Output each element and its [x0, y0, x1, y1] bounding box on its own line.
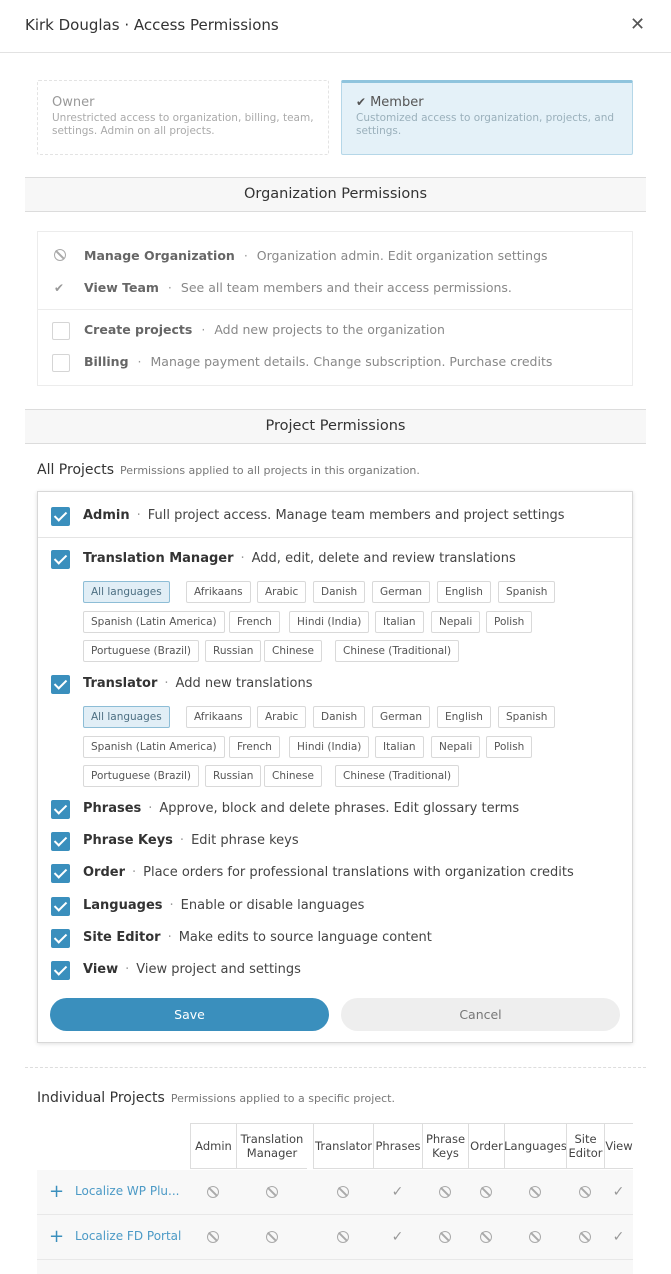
denied-icon [54, 249, 68, 263]
checkbox[interactable] [52, 322, 70, 340]
lang-tag[interactable]: Afrikaans [186, 581, 251, 603]
org-perm-billing[interactable]: Billing · Manage payment details. Change subscription. Purchase credits [38, 354, 632, 376]
checkbox-checked[interactable] [51, 929, 70, 948]
checkbox-checked[interactable] [51, 550, 70, 569]
check-icon[interactable]: ✓ [391, 1229, 404, 1245]
perm-site-editor[interactable]: Site Editor · Make edits to source language content [38, 929, 632, 951]
perm-label: Site Editor [83, 930, 161, 945]
role-member-name: Member [370, 95, 424, 110]
lang-tag[interactable]: Hindi (India) [289, 611, 369, 633]
role-owner-desc: Unrestricted access to organization, billing, team, settings. Admin on all projects. [52, 112, 314, 137]
org-perm-desc: See all team members and their access permissions. [180, 280, 512, 295]
perm-desc: Make edits to source language content [178, 930, 432, 945]
check-icon[interactable]: ✓ [612, 1229, 625, 1245]
lang-tag[interactable]: Italian [375, 736, 424, 758]
perm-phrases[interactable]: Phrases · Approve, block and delete phrases. Edit glossary terms [38, 800, 632, 822]
lang-tag-all[interactable]: All languages [83, 706, 170, 728]
role-owner-name: Owner [52, 95, 95, 110]
perm-phrase-keys[interactable]: Phrase Keys · Edit phrase keys [38, 832, 632, 854]
column-header: Languages [504, 1123, 566, 1169]
org-perm-manage-organization: Manage Organization · Organization admin. Edit organization settings [38, 248, 632, 270]
org-perm-label: Manage Organization [84, 248, 235, 263]
perm-desc: Enable or disable languages [180, 898, 365, 913]
lang-tag[interactable]: Chinese [264, 640, 322, 662]
perm-desc: Add new translations [175, 676, 313, 691]
perm-label: Phrase Keys [83, 833, 173, 848]
lang-tag[interactable]: Spanish [498, 706, 555, 728]
all-projects-sub: Permissions applied to all projects in this organization. [120, 464, 420, 477]
lang-tag[interactable]: Portuguese (Brazil) [83, 765, 199, 787]
perm-desc: Full project access. Manage team members and project settings [147, 508, 565, 523]
table-row [37, 1215, 633, 1260]
lang-tag[interactable]: Danish [313, 706, 365, 728]
lang-tag[interactable]: Chinese (Traditional) [335, 640, 459, 662]
org-permissions-box [37, 231, 633, 386]
checkbox-checked[interactable] [51, 800, 70, 819]
lang-tag[interactable]: Spanish [498, 581, 555, 603]
denied-icon[interactable] [190, 1215, 236, 1259]
save-button[interactable]: Save [50, 998, 329, 1031]
divider [38, 537, 632, 538]
divider [38, 309, 632, 310]
close-icon[interactable]: ✕ [630, 14, 646, 35]
lang-tag[interactable]: English [437, 706, 491, 728]
perm-desc: View project and settings [136, 962, 301, 977]
table-row [37, 1260, 633, 1274]
check-icon[interactable]: ✓ [391, 1184, 404, 1200]
perm-label: Admin [83, 508, 130, 523]
perm-label: Phrases [83, 801, 142, 816]
all-projects-title [37, 462, 420, 478]
org-perm-desc: Add new projects to the organization [214, 322, 445, 337]
column-header: View [604, 1123, 633, 1169]
perm-desc: Add, edit, delete and review translations [251, 551, 516, 566]
denied-icon[interactable] [504, 1170, 566, 1214]
lang-tag[interactable]: Spanish (Latin America) [83, 611, 225, 633]
checkbox[interactable] [52, 354, 70, 372]
column-header: Translator [313, 1123, 373, 1169]
lang-tag[interactable]: Russian [205, 765, 261, 787]
column-header: Site Editor [566, 1123, 604, 1169]
lang-tag[interactable]: Nepali [431, 611, 480, 633]
modal-title: Kirk Douglas · Access Permissions [25, 16, 279, 34]
lang-tag[interactable]: Italian [375, 611, 424, 633]
perm-admin[interactable]: Admin · Full project access. Manage team members and project settings [38, 507, 632, 529]
checkbox-checked[interactable] [51, 832, 70, 851]
denied-icon[interactable] [236, 1170, 307, 1214]
individual-projects-label: Individual Projects [37, 1090, 165, 1106]
lang-tag[interactable]: Hindi (India) [289, 736, 369, 758]
perm-label: Translation Manager [83, 551, 234, 566]
project-name-link[interactable]: Localize FD Portal [75, 1229, 182, 1243]
role-member-header [356, 95, 618, 110]
denied-icon[interactable] [422, 1170, 468, 1214]
org-perm-label: Billing [84, 354, 129, 369]
lang-tag[interactable]: Danish [313, 581, 365, 603]
lang-tag[interactable]: Chinese [264, 765, 322, 787]
lang-tag[interactable]: German [372, 706, 430, 728]
cancel-button[interactable]: Cancel [341, 998, 620, 1031]
denied-icon[interactable] [504, 1215, 566, 1259]
perm-label: Translator [83, 676, 158, 691]
all-projects-label: All Projects [37, 462, 114, 478]
org-perm-desc: Manage payment details. Change subscription. Purchase credits [150, 354, 553, 369]
denied-icon[interactable] [422, 1215, 468, 1259]
denied-icon[interactable] [236, 1215, 307, 1259]
role-owner-card[interactable] [37, 80, 329, 155]
column-header: Phrases [373, 1123, 422, 1169]
perm-languages[interactable]: Languages · Enable or disable languages [38, 897, 632, 919]
lang-tag[interactable]: Afrikaans [186, 706, 251, 728]
lang-tag[interactable]: Polish [486, 611, 532, 633]
denied-icon[interactable] [468, 1170, 504, 1214]
expand-plus-icon[interactable]: + [49, 1181, 65, 1202]
column-header: Admin [190, 1123, 236, 1169]
org-perm-label: View Team [84, 280, 159, 295]
lang-tag[interactable]: German [372, 581, 430, 603]
denied-icon[interactable] [566, 1215, 604, 1259]
perm-label: Languages [83, 898, 163, 913]
individual-projects-title [37, 1090, 395, 1106]
perm-desc: Approve, block and delete phrases. Edit glossary terms [159, 801, 520, 816]
column-header: Translation Manager [236, 1123, 307, 1169]
column-header: Phrase Keys [422, 1123, 468, 1169]
project-name-link[interactable]: Localize WP Plu... [75, 1184, 180, 1198]
role-member-card[interactable] [341, 80, 633, 155]
org-perm-view-team: ✔ View Team · See all team members and their access permissions. [54, 280, 512, 295]
check-icon[interactable]: ✓ [612, 1184, 625, 1200]
checkbox-checked[interactable] [51, 507, 70, 526]
lang-tag-all[interactable]: All languages [83, 581, 170, 603]
checkbox-checked[interactable] [51, 961, 70, 980]
all-projects-box [37, 491, 633, 1043]
check-icon: ✔ [356, 95, 367, 109]
checkbox-checked[interactable] [51, 897, 70, 916]
expand-plus-icon[interactable]: + [49, 1226, 65, 1247]
lang-tag[interactable]: French [229, 611, 280, 633]
denied-icon[interactable] [566, 1170, 604, 1214]
perm-translator[interactable]: Translator · Add new translations [38, 675, 632, 697]
lang-tag[interactable]: Nepali [431, 736, 480, 758]
denied-icon[interactable] [190, 1170, 236, 1214]
check-icon: ✔ [54, 281, 65, 295]
column-header: Order [468, 1123, 504, 1169]
perm-translation-manager[interactable]: Translation Manager · Add, edit, delete and review translations [38, 550, 632, 572]
divider [25, 1067, 646, 1068]
org-permissions-heading: Organization Permissions [25, 177, 646, 212]
denied-icon[interactable] [313, 1215, 373, 1259]
lang-tag[interactable]: Arabic [257, 706, 306, 728]
lang-tag[interactable]: Russian [205, 640, 261, 662]
org-perm-desc: Organization admin. Edit organization settings [256, 248, 548, 263]
perm-desc: Place orders for professional translations with organization credits [143, 865, 574, 880]
lang-tag[interactable]: Portuguese (Brazil) [83, 640, 199, 662]
perm-desc: Edit phrase keys [191, 833, 299, 848]
denied-icon[interactable] [313, 1170, 373, 1214]
org-perm-label: Create projects [84, 322, 193, 337]
perm-label: Order [83, 865, 125, 880]
lang-tag[interactable]: French [229, 736, 280, 758]
project-permissions-heading: Project Permissions [25, 409, 646, 444]
modal-header [0, 0, 671, 53]
perm-label: View [83, 962, 119, 977]
lang-tag[interactable]: Spanish (Latin America) [83, 736, 225, 758]
perm-view[interactable]: View · View project and settings [38, 961, 632, 983]
lang-tag[interactable]: Polish [486, 736, 532, 758]
individual-projects-sub: Permissions applied to a specific project. [170, 1092, 395, 1105]
table-row [37, 1170, 633, 1215]
denied-icon[interactable] [468, 1215, 504, 1259]
org-perm-create-projects[interactable]: Create projects · Add new projects to the organization [38, 322, 632, 344]
lang-tag[interactable]: Arabic [257, 581, 306, 603]
lang-tag[interactable]: English [437, 581, 491, 603]
role-member-desc: Customized access to organization, projects, and settings. [356, 112, 615, 137]
checkbox-checked[interactable] [51, 864, 70, 883]
checkbox-checked[interactable] [51, 675, 70, 694]
perm-order[interactable]: Order · Place orders for professional translations with organization credits [38, 864, 632, 886]
lang-tag[interactable]: Chinese (Traditional) [335, 765, 459, 787]
